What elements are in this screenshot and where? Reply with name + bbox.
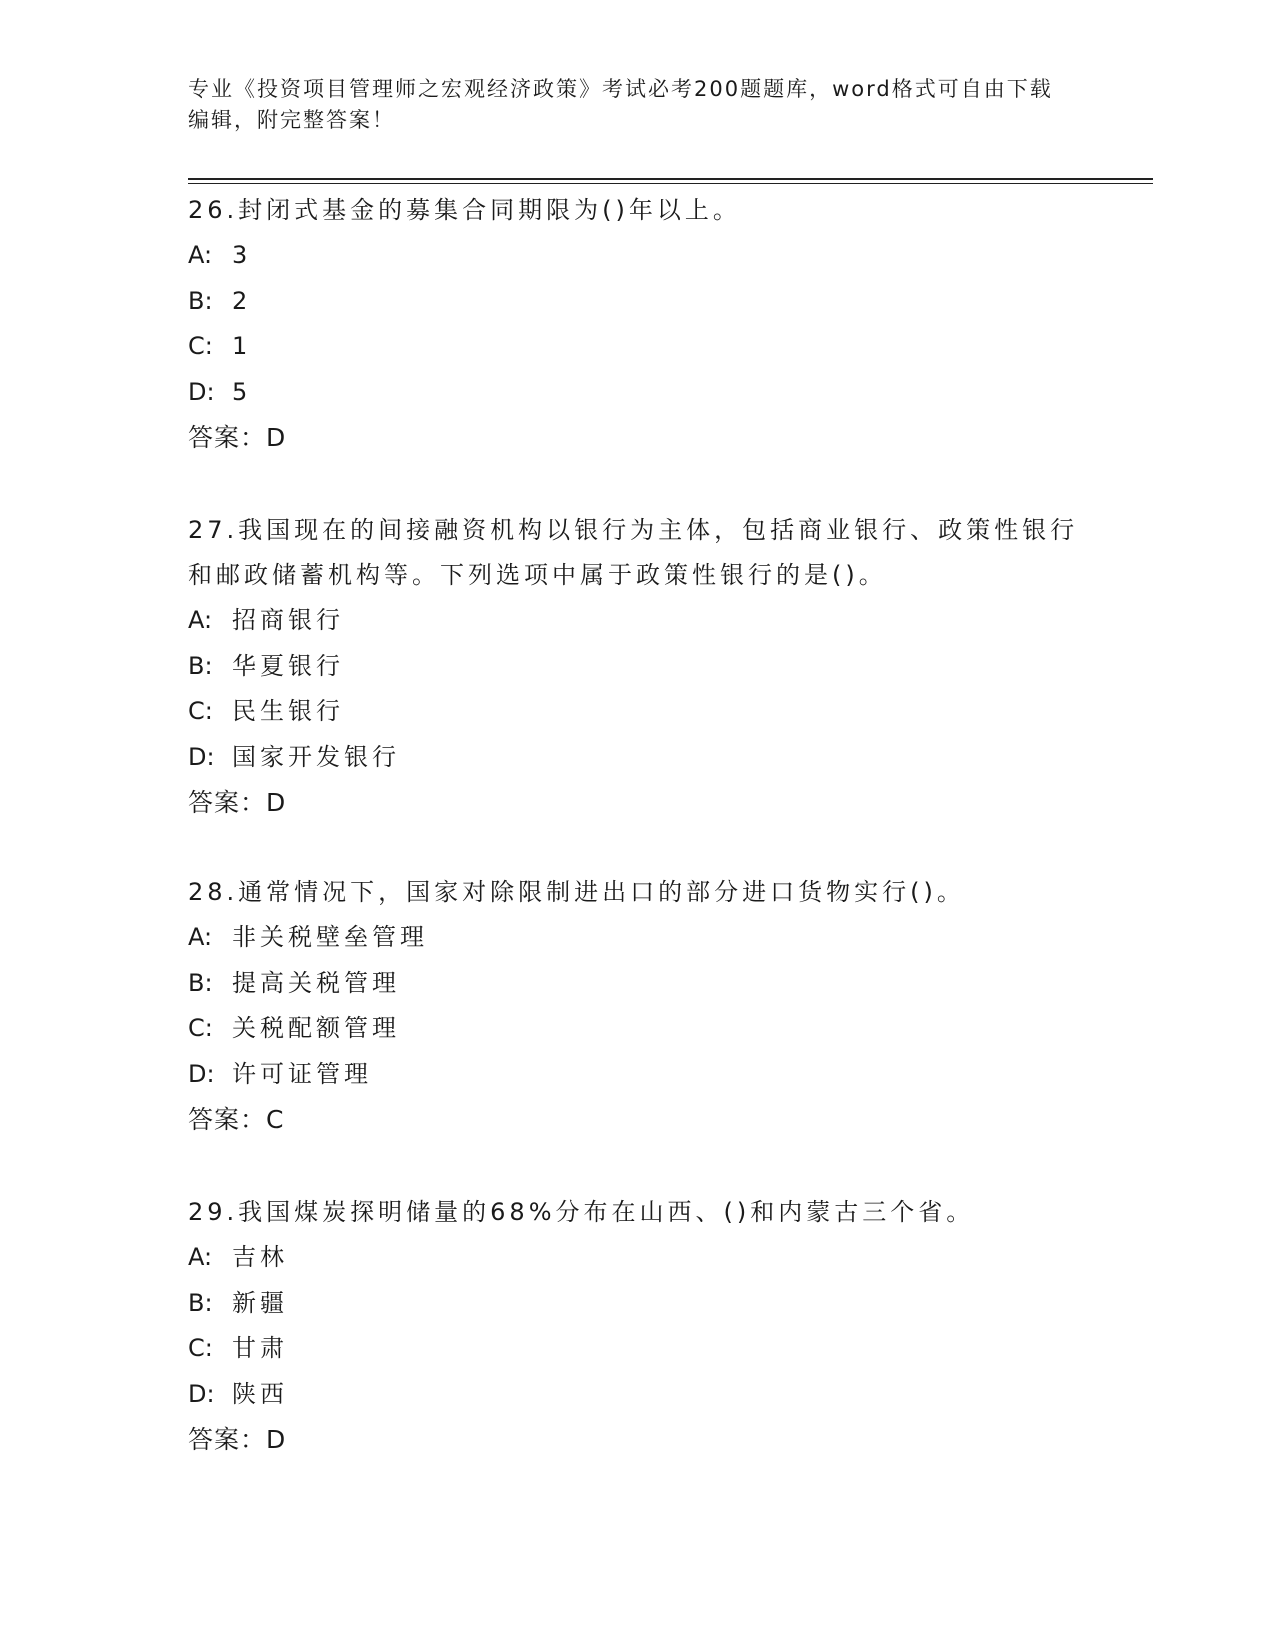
option-key: D: xyxy=(188,377,215,406)
question-stem: 29.我国煤炭探明储量的68%分布在山西、()和内蒙古三个省。 xyxy=(188,1198,975,1226)
option-key: A: xyxy=(188,606,213,634)
question-stem: 28.通常情况下，国家对除限制进出口的部分进口货物实行()。 xyxy=(188,878,965,906)
answer-line: 答案：C xyxy=(188,1105,285,1134)
option-key: B: xyxy=(188,1288,213,1317)
question-block xyxy=(188,188,1088,460)
question-block xyxy=(188,1190,1088,1462)
option-key: D: xyxy=(188,1379,215,1408)
option-d xyxy=(188,1372,1088,1418)
option-d xyxy=(188,735,1088,781)
option-a xyxy=(188,915,1088,961)
option-b xyxy=(188,279,1088,325)
question-stem: 26.封闭式基金的募集合同期限为()年以上。 xyxy=(188,196,741,224)
question-block xyxy=(188,870,1088,1142)
option-b xyxy=(188,1281,1088,1327)
option-text: 许可证管理 xyxy=(232,1059,372,1088)
option-key: D: xyxy=(188,742,215,771)
option-text: 关税配额管理 xyxy=(232,1014,400,1042)
option-text: 国家开发银行 xyxy=(232,742,400,771)
option-c xyxy=(188,1326,1088,1372)
answer-line: 答案：D xyxy=(188,423,287,452)
option-text: 2 xyxy=(232,286,252,315)
option-key: B: xyxy=(188,651,213,680)
option-text: 民生银行 xyxy=(232,697,344,725)
option-text: 非关税壁垒管理 xyxy=(232,923,428,951)
option-key: A: xyxy=(188,241,213,269)
option-text: 新疆 xyxy=(232,1288,288,1317)
option-c xyxy=(188,324,1088,370)
option-b xyxy=(188,961,1088,1007)
option-key: B: xyxy=(188,286,213,315)
option-key: A: xyxy=(188,1243,213,1271)
option-text: 陕西 xyxy=(232,1379,288,1408)
option-a xyxy=(188,233,1088,279)
option-a xyxy=(188,598,1088,644)
option-c xyxy=(188,1006,1088,1052)
option-text: 提高关税管理 xyxy=(232,968,400,997)
option-a xyxy=(188,1235,1088,1281)
answer-line: 答案：D xyxy=(188,788,287,817)
header-divider-thick xyxy=(188,178,1153,180)
option-text: 1 xyxy=(232,332,252,360)
header-divider-thin xyxy=(188,183,1153,184)
option-text: 华夏银行 xyxy=(232,651,344,680)
option-key: C: xyxy=(188,1334,213,1362)
option-text: 3 xyxy=(232,241,252,269)
option-text: 招商银行 xyxy=(232,606,344,634)
option-text: 5 xyxy=(232,377,252,406)
option-key: C: xyxy=(188,332,213,360)
option-d xyxy=(188,370,1088,416)
question-stem: 27.我国现在的间接融资机构以银行为主体，包括商业银行、政策性银行和邮政储蓄机构等。下列选项中属于政策性银行的是()。 xyxy=(188,516,1079,589)
option-b xyxy=(188,644,1088,690)
option-key: A: xyxy=(188,923,213,951)
option-text: 吉林 xyxy=(232,1243,288,1271)
option-key: C: xyxy=(188,697,213,725)
option-key: C: xyxy=(188,1014,213,1042)
option-c xyxy=(188,689,1088,735)
answer-line: 答案：D xyxy=(188,1425,287,1454)
document-header: 专业《投资项目管理师之宏观经济政策》考试必考200题题库，word格式可自由下载编辑，附完整答案！ xyxy=(188,77,1053,132)
option-d xyxy=(188,1052,1088,1098)
option-text: 甘肃 xyxy=(232,1334,288,1362)
question-block xyxy=(188,508,1088,825)
option-key: B: xyxy=(188,968,213,997)
option-key: D: xyxy=(188,1059,215,1088)
